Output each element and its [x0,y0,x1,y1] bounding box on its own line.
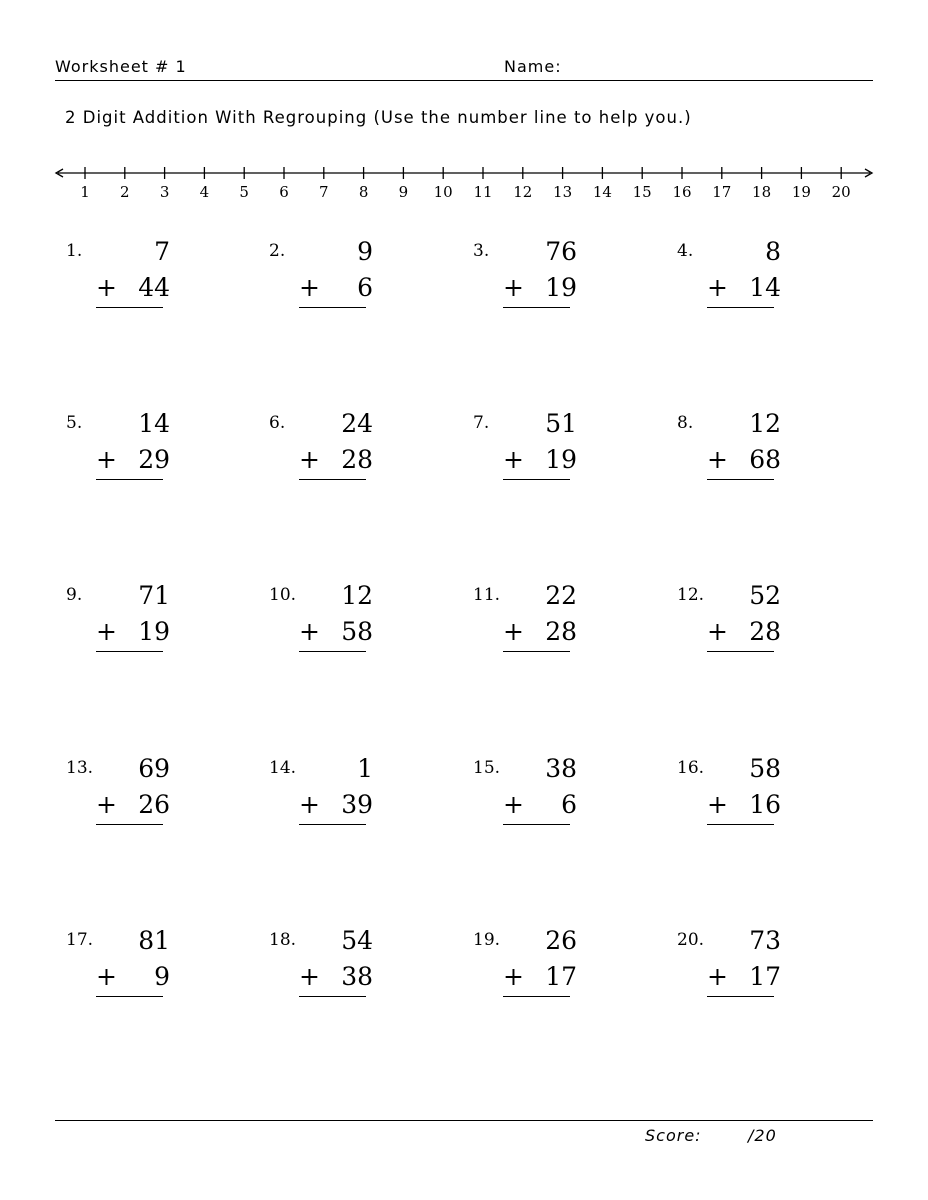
addend-top: 54 [341,926,373,955]
score-label: Score: [645,1126,702,1145]
addend-top: 9 [357,237,373,266]
problem-number: 16. [677,758,705,778]
addend-top: 7 [154,237,170,266]
problem-number: 13. [66,758,94,778]
plus-sign: + [299,962,320,991]
addend-bottom: 29 [138,445,170,474]
problem-number: 11. [473,585,501,605]
worksheet-header [55,56,873,81]
answer-line [96,479,163,480]
problem-20 [677,926,857,1020]
problem-7 [473,409,653,503]
answer-line [707,651,774,652]
plus-sign: + [299,273,320,302]
problem-12 [677,581,857,675]
plus-sign: + [299,790,320,819]
addend-top: 51 [545,409,577,438]
problem-11 [473,581,653,675]
answer-line [503,651,570,652]
plus-sign: + [503,790,524,819]
problem-14 [269,754,449,848]
addend-top: 14 [138,409,170,438]
addend-top: 12 [341,581,373,610]
number-line-label: 15 [632,183,652,201]
answer-line [707,479,774,480]
number-line-label: 4 [199,183,210,201]
addend-bottom: 28 [341,445,373,474]
problem-number: 3. [473,241,490,261]
addend-top: 58 [749,754,781,783]
addend-bottom: 6 [357,273,373,302]
plus-sign: + [707,790,728,819]
worksheet-title: Worksheet # 1 [55,57,187,76]
addend-bottom: 6 [561,790,577,819]
addend-top: 81 [138,926,170,955]
addend-top: 38 [545,754,577,783]
answer-line [503,996,570,997]
addend-bottom: 39 [341,790,373,819]
number-line-label: 13 [553,183,573,201]
addend-bottom: 26 [138,790,170,819]
answer-line [707,307,774,308]
problem-number: 10. [269,585,297,605]
addend-bottom: 19 [545,273,577,302]
problem-10 [269,581,449,675]
problem-number: 2. [269,241,286,261]
addend-bottom: 16 [749,790,781,819]
problem-15 [473,754,653,848]
problem-17 [66,926,246,1020]
problem-1 [66,237,246,331]
addend-top: 24 [341,409,373,438]
plus-sign: + [503,617,524,646]
answer-line [503,307,570,308]
number-line-label: 11 [473,183,493,201]
name-label: Name: [504,57,562,76]
answer-line [96,651,163,652]
plus-sign: + [707,445,728,474]
problem-18 [269,926,449,1020]
plus-sign: + [96,617,117,646]
instructions: 2 Digit Addition With Regrouping (Use the number line to help you.) [65,108,692,127]
plus-sign: + [96,445,117,474]
addend-top: 69 [138,754,170,783]
problem-number: 8. [677,413,694,433]
problem-3 [473,237,653,331]
plus-sign: + [503,273,524,302]
number-line-label: 7 [319,183,329,201]
addend-top: 71 [138,581,170,610]
plus-sign: + [503,962,524,991]
answer-line [503,479,570,480]
number-line-label: 19 [791,183,811,201]
number-line-label: 18 [752,183,772,201]
addend-bottom: 19 [138,617,170,646]
answer-line [299,307,366,308]
problem-number: 19. [473,930,501,950]
addend-top: 1 [357,754,373,783]
problem-number: 20. [677,930,705,950]
number-line-label: 6 [279,183,289,201]
plus-sign: + [707,617,728,646]
addend-top: 73 [749,926,781,955]
number-line-label: 12 [513,183,533,201]
addend-bottom: 17 [749,962,781,991]
problem-number: 4. [677,241,694,261]
answer-line [299,996,366,997]
problem-number: 1. [66,241,83,261]
addend-top: 22 [545,581,577,610]
footer-divider [55,1120,873,1121]
answer-line [707,996,774,997]
number-line-label: 2 [120,183,130,201]
number-line-label: 3 [159,183,170,201]
problem-9 [66,581,246,675]
problem-8 [677,409,857,503]
problem-19 [473,926,653,1020]
problem-6 [269,409,449,503]
number-line-label: 9 [398,183,409,201]
problem-number: 5. [66,413,83,433]
addend-top: 12 [749,409,781,438]
addend-bottom: 19 [545,445,577,474]
problem-number: 14. [269,758,297,778]
problem-5 [66,409,246,503]
number-line-label: 14 [592,183,612,201]
addend-bottom: 14 [749,273,781,302]
answer-line [96,824,163,825]
number-line-label: 16 [672,183,692,201]
score-total: /20 [748,1126,777,1145]
answer-line [299,479,366,480]
problem-number: 15. [473,758,501,778]
problem-13 [66,754,246,848]
answer-line [96,996,163,997]
problem-number: 7. [473,413,490,433]
addend-top: 76 [545,237,577,266]
plus-sign: + [299,445,320,474]
addend-bottom: 68 [749,445,781,474]
plus-sign: + [96,273,117,302]
number-line-label: 17 [712,183,732,201]
plus-sign: + [96,962,117,991]
problem-number: 9. [66,585,83,605]
plus-sign: + [96,790,117,819]
problem-number: 17. [66,930,94,950]
plus-sign: + [503,445,524,474]
plus-sign: + [299,617,320,646]
number-line-label: 10 [433,183,453,201]
problem-16 [677,754,857,848]
number-line [0,150,928,210]
plus-sign: + [707,273,728,302]
problem-number: 12. [677,585,705,605]
problem-number: 6. [269,413,286,433]
number-line-label: 1 [80,183,90,201]
addend-bottom: 44 [138,273,170,302]
answer-line [299,824,366,825]
addend-bottom: 28 [749,617,781,646]
addend-bottom: 9 [154,962,170,991]
problem-2 [269,237,449,331]
answer-line [503,824,570,825]
addend-top: 8 [765,237,781,266]
answer-line [96,307,163,308]
answer-line [299,651,366,652]
addend-bottom: 38 [341,962,373,991]
number-line-label: 8 [358,183,369,201]
problem-4 [677,237,857,331]
number-line-label: 20 [831,183,851,201]
number-line-label: 5 [239,183,249,201]
addend-top: 26 [545,926,577,955]
addend-top: 52 [749,581,781,610]
addend-bottom: 28 [545,617,577,646]
problem-number: 18. [269,930,297,950]
answer-line [707,824,774,825]
addend-bottom: 58 [341,617,373,646]
addend-bottom: 17 [545,962,577,991]
plus-sign: + [707,962,728,991]
